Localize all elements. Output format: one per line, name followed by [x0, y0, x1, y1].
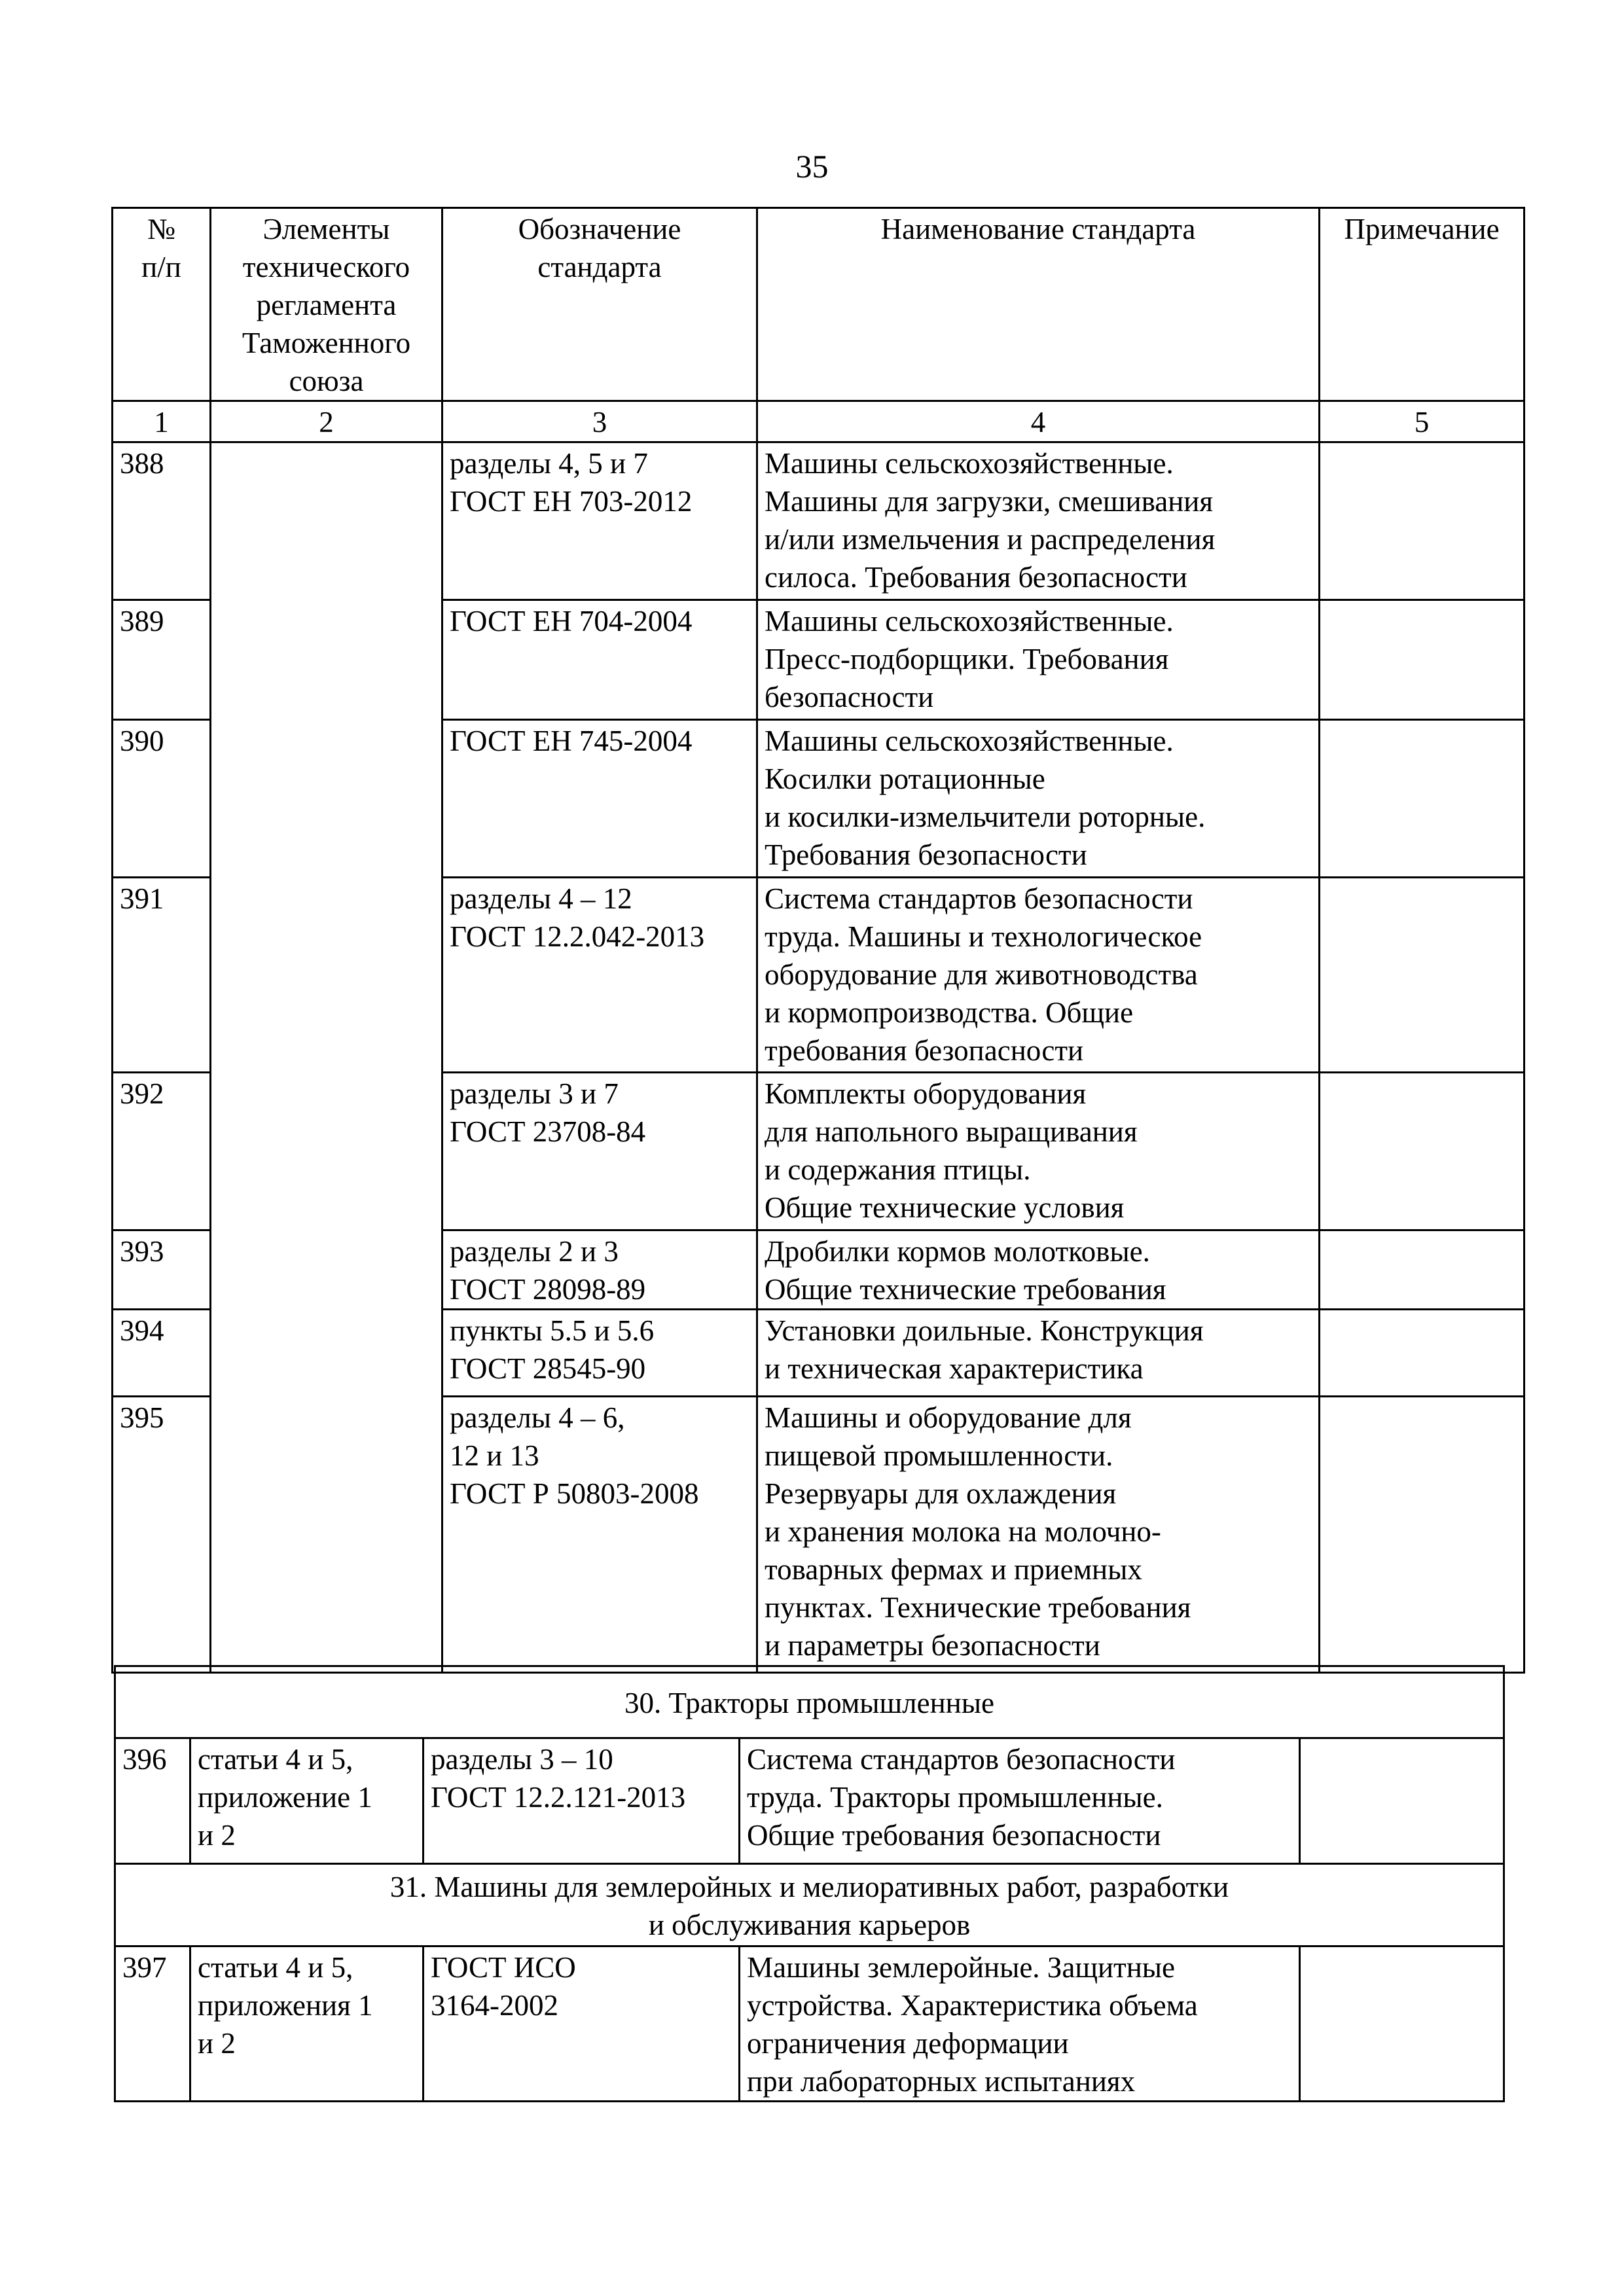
row-note [1300, 1946, 1504, 2102]
table-row [113, 442, 1525, 600]
col-number: 2 [211, 401, 442, 442]
row-designation: разделы 4 – 12 ГОСТ 12.2.042-2013 [442, 878, 757, 1073]
row-designation: пункты 5.5 и 5.6 ГОСТ 28545-90 [442, 1310, 757, 1397]
row-designation: ГОСТ ЕН 704-2004 [442, 600, 757, 720]
row-elements: статьи 4 и 5, приложение 1 и 2 [190, 1738, 424, 1864]
row-num: 392 [113, 1073, 211, 1230]
row-designation: разделы 3 и 7 ГОСТ 23708-84 [442, 1073, 757, 1230]
row-note [1320, 878, 1525, 1073]
row-designation: ГОСТ ЕН 745-2004 [442, 720, 757, 878]
row-note [1320, 1310, 1525, 1397]
standards-table-lower [114, 1665, 1505, 2102]
row-name: Система стандартов безопасности труда. Тракторы промышленные. Общие требования безопасности [740, 1738, 1300, 1864]
row-name: Установки доильные. Конструкция и техническая характеристика [757, 1310, 1320, 1397]
row-note [1320, 442, 1525, 600]
row-note [1320, 1073, 1525, 1230]
row-num: 388 [113, 442, 211, 600]
row-name: Система стандартов безопасности труда. Машины и технологическое оборудование для животноводства и кормопроизводства. Общие требования безопасности [757, 878, 1320, 1073]
page-number: 35 [795, 148, 829, 185]
row-num: 393 [113, 1230, 211, 1310]
header-elements: Элементы технического регламента Таможенного союза [211, 208, 442, 401]
section-31-heading: 31. Машины для землеройных и мелиоративных работ, разработки и обслуживания карьеров [115, 1864, 1504, 1946]
row-num: 390 [113, 720, 211, 878]
section-heading-row [115, 1864, 1504, 1946]
row-elements: статьи 4 и 5, приложения 1 и 2 [190, 1946, 424, 2102]
row-note [1320, 720, 1525, 878]
row-name: Машины сельскохозяйственные. Пресс-подборщики. Требования безопасности [757, 600, 1320, 720]
table-header-row [113, 208, 1525, 401]
row-num: 389 [113, 600, 211, 720]
col-number: 4 [757, 401, 1320, 442]
row-designation: разделы 4 – 6, 12 и 13 ГОСТ Р 50803-2008 [442, 1397, 757, 1673]
row-designation: разделы 2 и 3 ГОСТ 28098-89 [442, 1230, 757, 1310]
row-name: Комплекты оборудования для напольного выращивания и содержания птицы. Общие технические условия [757, 1073, 1320, 1230]
row-note [1300, 1738, 1504, 1864]
table-row [115, 1946, 1504, 2102]
col-number: 5 [1320, 401, 1525, 442]
row-note [1320, 600, 1525, 720]
row-num: 397 [115, 1946, 190, 2102]
row-name: Машины и оборудование для пищевой промышленности. Резервуары для охлаждения и хранения молока на молочно- товарных фермах и приемных пунктах. Технические требования и параметры безопасности [757, 1397, 1320, 1673]
section-30-heading: 30. Тракторы промышленные [115, 1666, 1504, 1738]
row-name: Машины сельскохозяйственные. Машины для загрузки, смешивания и/или измельчения и распределения силоса. Требования безопасности [757, 442, 1320, 600]
row-note [1320, 1230, 1525, 1310]
standards-table-upper [111, 207, 1525, 1674]
row-num: 395 [113, 1397, 211, 1673]
row-name: Машины землеройные. Защитные устройства. Характеристика объема ограничения деформации при лабораторных испытаниях [740, 1946, 1300, 2102]
header-designation: Обозначение стандарта [442, 208, 757, 401]
row-name: Дробилки кормов молотковые. Общие технические требования [757, 1230, 1320, 1310]
header-note: Примечание [1320, 208, 1525, 401]
col-number: 3 [442, 401, 757, 442]
row-designation: разделы 4, 5 и 7 ГОСТ ЕН 703-2012 [442, 442, 757, 600]
table-row [115, 1738, 1504, 1864]
column-number-row [113, 401, 1525, 442]
section-heading-row [115, 1666, 1504, 1738]
row-name: Машины сельскохозяйственные. Косилки ротационные и косилки-измельчители роторные. Требования безопасности [757, 720, 1320, 878]
header-num: № п/п [113, 208, 211, 401]
row-designation: разделы 3 – 10 ГОСТ 12.2.121-2013 [424, 1738, 740, 1864]
row-num: 396 [115, 1738, 190, 1864]
row-note [1320, 1397, 1525, 1673]
col-number: 1 [113, 401, 211, 442]
header-name: Наименование стандарта [757, 208, 1320, 401]
row-designation: ГОСТ ИСО 3164-2002 [424, 1946, 740, 2102]
row-num: 394 [113, 1310, 211, 1397]
row-num: 391 [113, 878, 211, 1073]
elements-cell-merged [211, 442, 442, 1673]
